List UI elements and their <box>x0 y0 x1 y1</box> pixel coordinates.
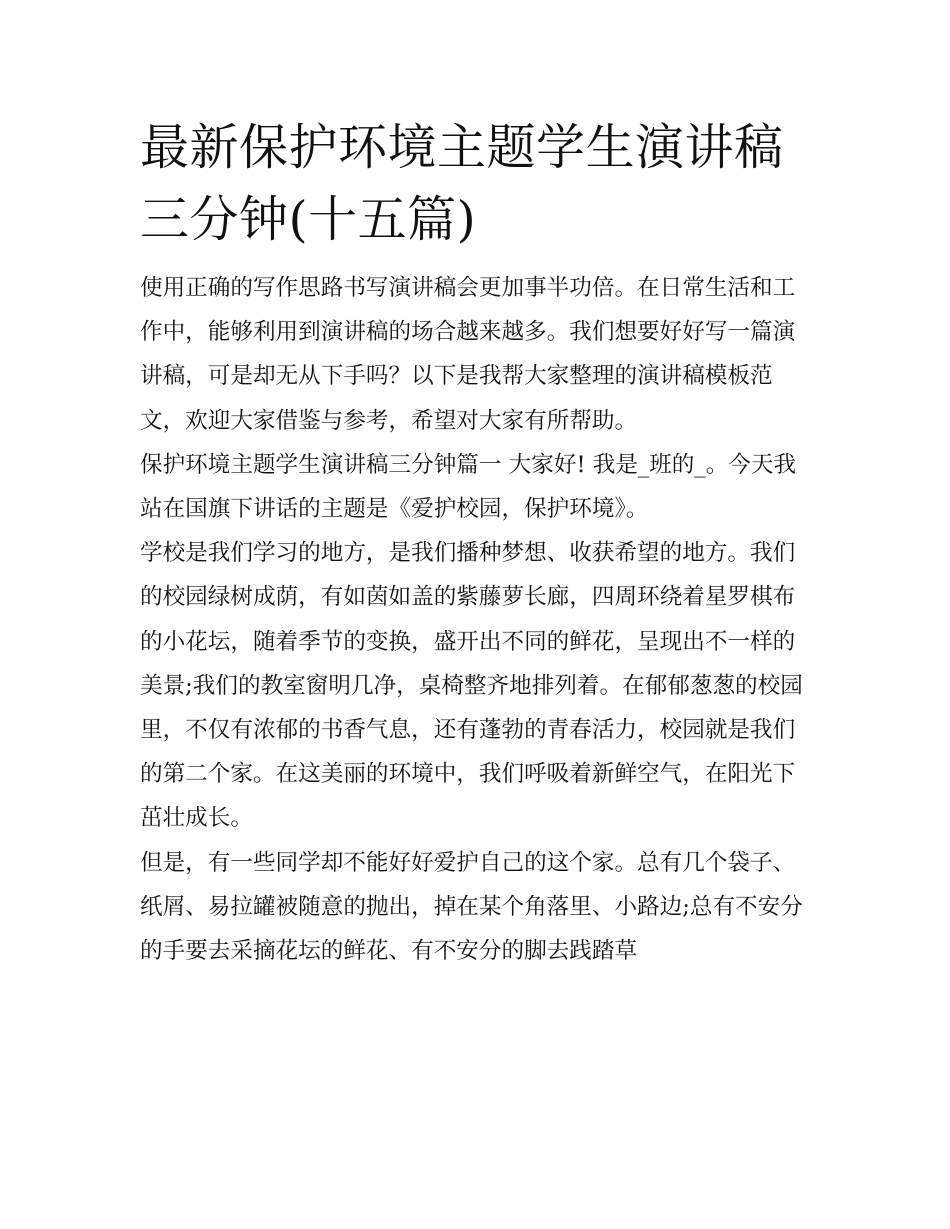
document-body <box>140 266 815 973</box>
document-content <box>140 112 815 973</box>
paragraph-speech-opening: 保护环境主题学生演讲稿三分钟篇一 大家好! 我是_班的_。今天我站在国旗下讲话的主题是《爱护校园，保护环境》。 <box>140 451 797 523</box>
paragraph-campus: 学校是我们学习的地方，是我们播种梦想、收获希望的地方。我们的校园绿树成荫，有如茵如盖的紫藤萝长廊，四周环绕着星罗棋布的小花坛，随着季节的变换，盛开出不同的鲜花，呈现出不一样的美景;我们的教室窗明几净，桌椅整齐地排列着。在郁郁葱葱的校园里，不仅有浓郁的书香气息，还有蓬勃的青春活力，校园就是我们的第二个家。在这美丽的环境中，我们呼吸着新鲜空气，在阳光下茁壮成长。 <box>140 540 803 832</box>
document-title: 最新保护环境主题学生演讲稿三分钟(十五篇) <box>140 119 784 248</box>
paragraph-intro: 使用正确的写作思路书写演讲稿会更加事半功倍。在日常生活和工作中，能够利用到演讲稿的场合越来越多。我们想要好好写一篇演讲稿，可是却无从下手吗？以下是我帮大家整理的演讲稿模板范文，欢迎大家借鉴与参考，希望对大家有所帮助。 <box>140 275 796 434</box>
paragraph-problem: 但是，有一些同学却不能好好爱护自己的这个家。总有几个袋子、纸屑、易拉罐被随意的抛出，掉在某个角落里、小路边;总有不安分的手要去采摘花坛的鲜花、有不安分的脚去践踏草 <box>140 849 803 965</box>
